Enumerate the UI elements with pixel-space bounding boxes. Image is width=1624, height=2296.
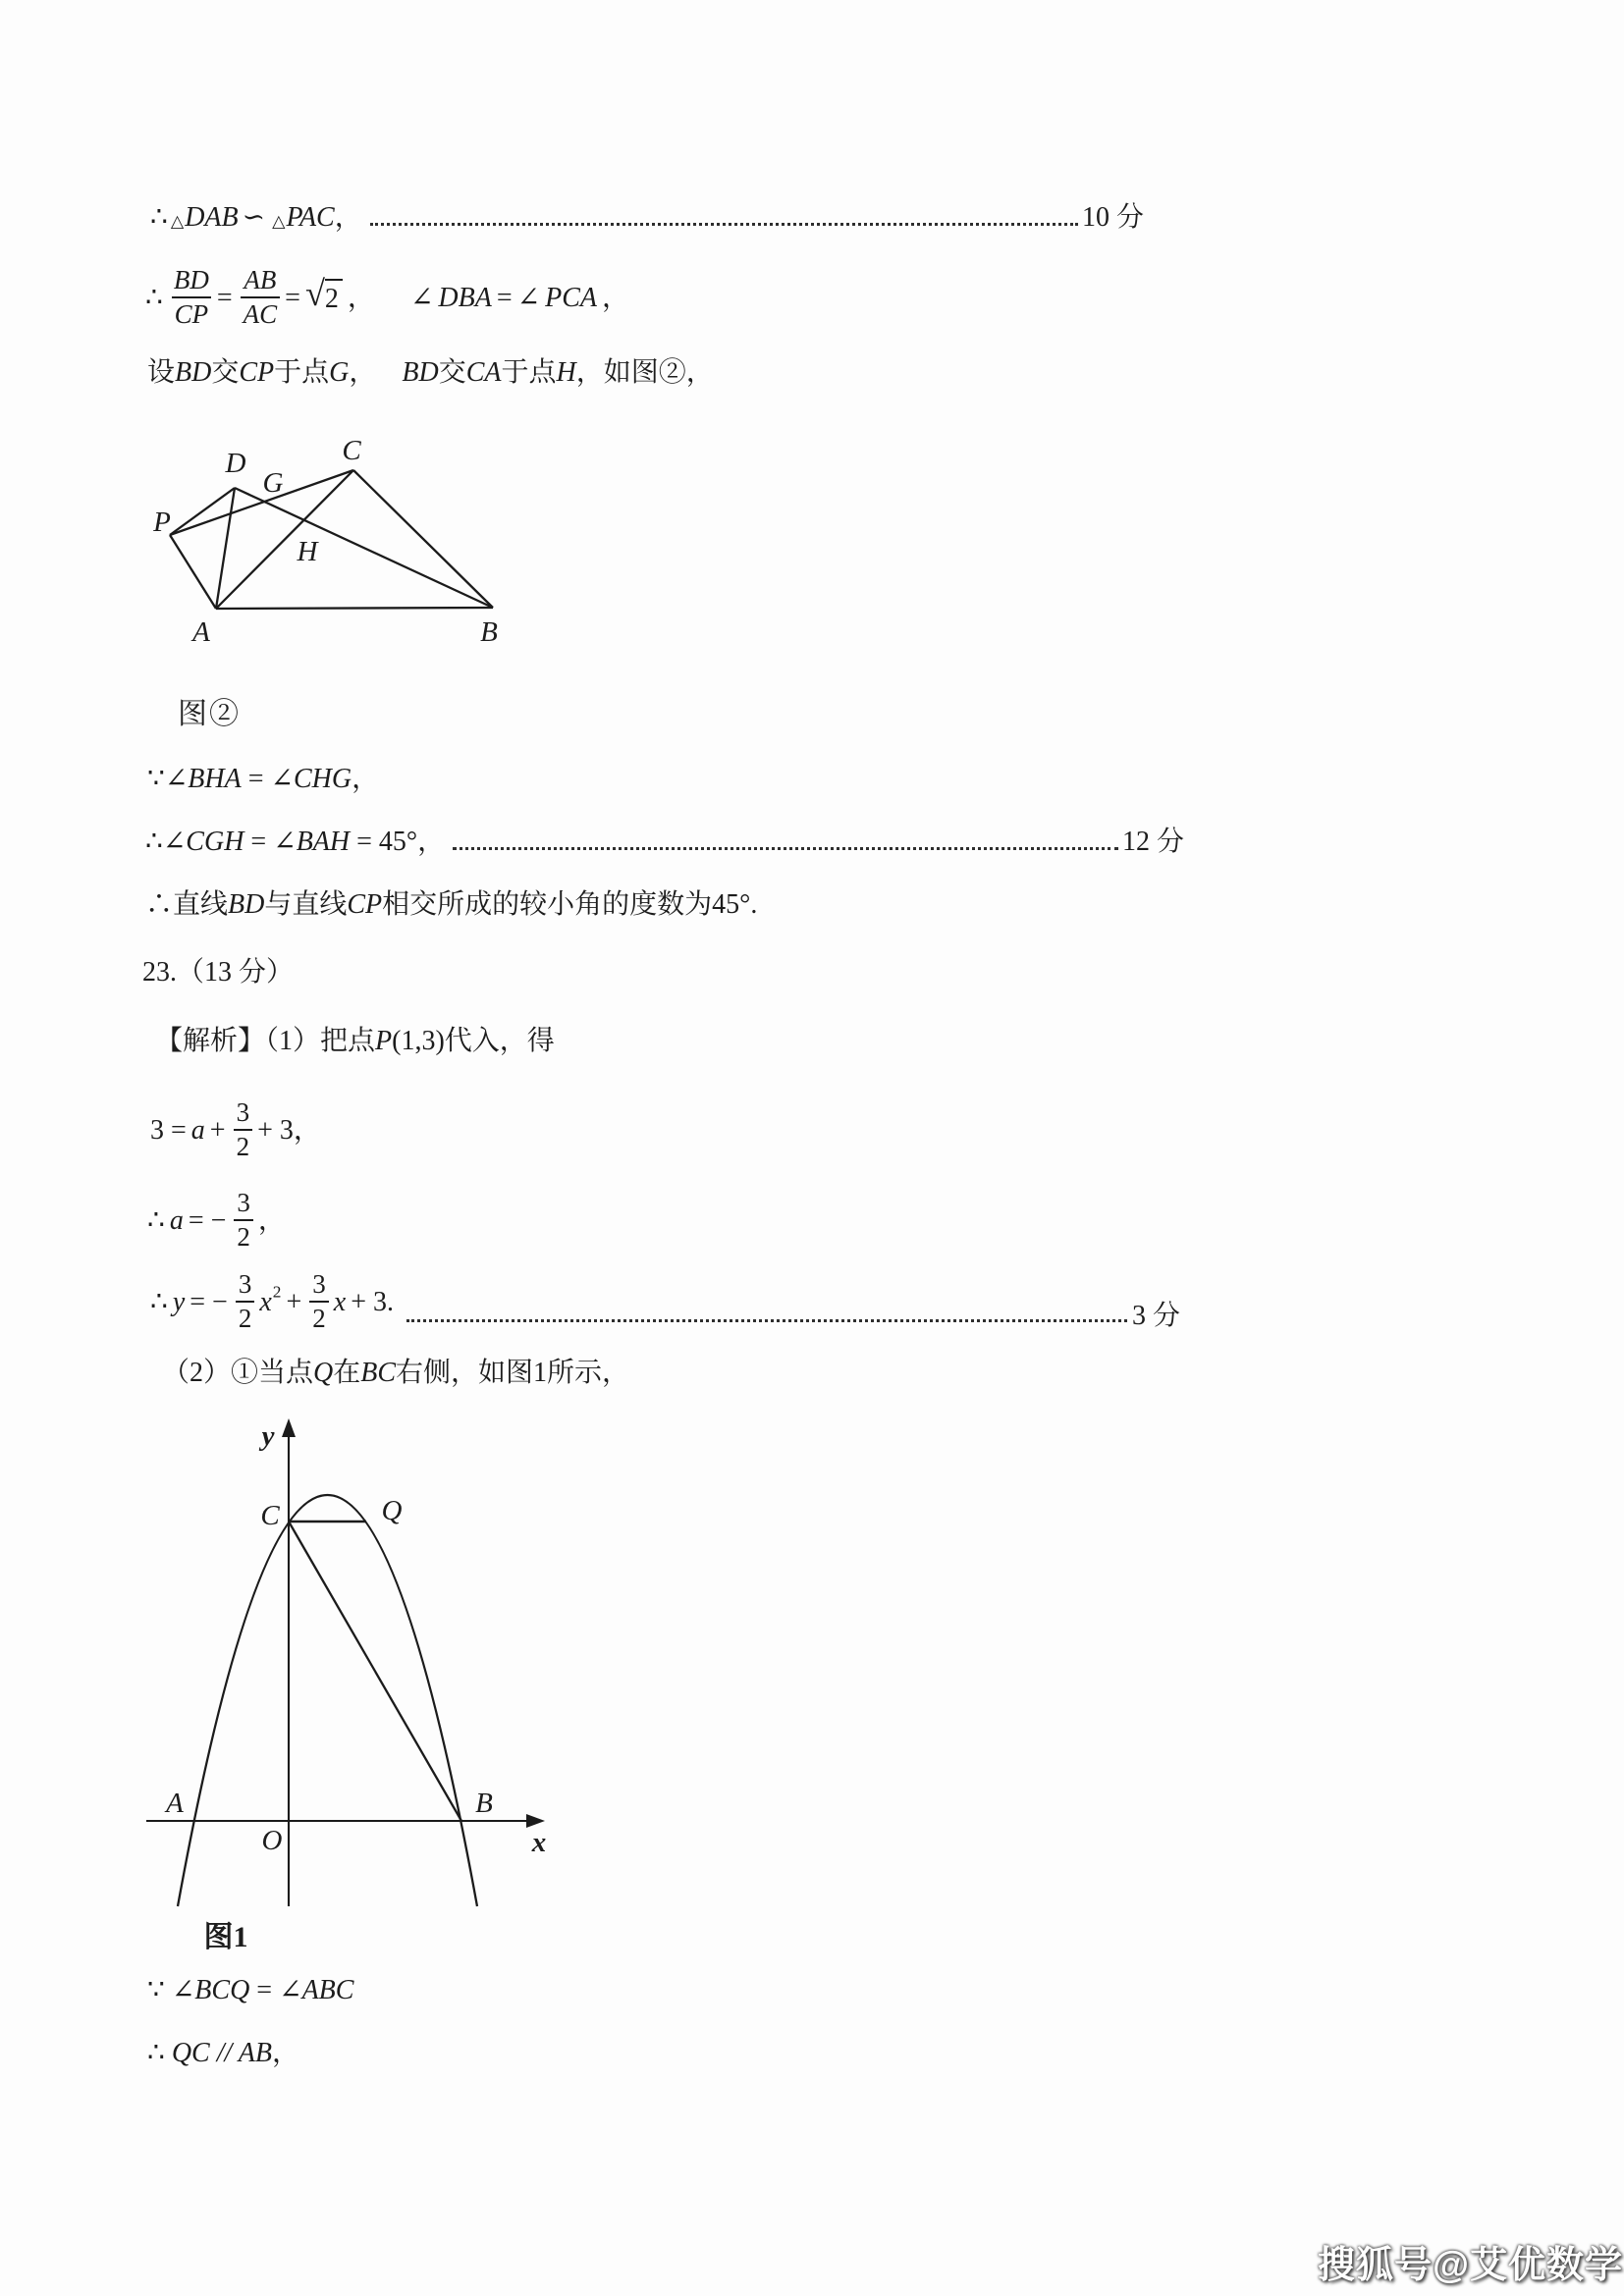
angle-symbol: ∠ — [164, 764, 189, 794]
label-D: D — [225, 448, 246, 479]
dotted-leader — [406, 1319, 1127, 1322]
therefore-symbol: ∴ — [150, 202, 168, 233]
line-analysis — [155, 1024, 555, 1058]
math-text — [145, 827, 445, 858]
line-construction — [147, 355, 714, 390]
angle-symbol: ∠ — [516, 282, 541, 313]
score-label: 3 分 — [1131, 1300, 1180, 1331]
line-similar-triangles — [150, 202, 1144, 234]
numerator: 3 — [312, 1269, 326, 1299]
numerator: AB — [244, 265, 277, 294]
line-parallel — [147, 2036, 299, 2070]
line-name: CP — [347, 889, 383, 920]
label-x-axis: x — [531, 1827, 547, 1858]
label-C: C — [260, 1500, 280, 1531]
figure-1-caption: 图1 — [203, 1921, 248, 1953]
denominator: AC — [241, 296, 281, 328]
segment-PD — [170, 488, 235, 535]
segment-name: BC — [360, 1358, 397, 1388]
label-B: B — [475, 1788, 493, 1819]
label-G: G — [262, 467, 284, 499]
therefore-symbol: ∴ — [145, 827, 163, 857]
coordinates: (1,3) — [392, 1026, 445, 1056]
angle-name: CHG — [294, 764, 352, 794]
parabola-figure-1 — [98, 1414, 560, 1917]
equals: = — [241, 764, 271, 794]
line-angle-45 — [145, 827, 1184, 858]
therefore-symbol: ∴ — [147, 1204, 165, 1236]
cn-text: 代入，得 — [444, 1026, 555, 1056]
label-H: H — [297, 536, 318, 567]
comma: ， — [334, 202, 362, 233]
therefore-symbol: ∴ — [150, 1286, 168, 1317]
numerator: 3 — [236, 1097, 250, 1127]
angle-symbol: ∠ — [162, 827, 187, 857]
numerator: BD — [173, 265, 209, 294]
segment-name: CP — [239, 357, 275, 388]
equals-minus: = − — [189, 1286, 228, 1317]
triangle-name: PAC — [286, 202, 335, 233]
y-axis-arrow — [282, 1418, 296, 1437]
radical-sign: √ — [304, 274, 325, 313]
x-axis-arrow — [526, 1814, 545, 1828]
point-name: H — [556, 357, 576, 388]
angle-name: CGH — [186, 827, 244, 857]
label-origin: O — [261, 1825, 283, 1856]
variable-x: x — [333, 1286, 347, 1317]
triangle-icon: △ — [170, 212, 185, 231]
therefore-symbol: ∴ — [147, 2038, 172, 2068]
because-symbol: ∵ — [147, 1975, 172, 2005]
numerator: 3 — [238, 1269, 252, 1299]
radical-sqrt2 — [304, 274, 343, 316]
plus: + — [209, 1114, 226, 1146]
angle-symbol: ∠ — [270, 764, 294, 794]
label-y-axis: y — [261, 1420, 275, 1452]
line-a-value — [147, 1186, 291, 1255]
dotted-leader — [453, 847, 1118, 850]
segment-name: BD — [402, 357, 439, 388]
variable-x: x — [259, 1286, 272, 1317]
segment-PC — [170, 470, 353, 535]
score-label: 10 分 — [1081, 202, 1144, 233]
line-angle-equality-2 — [147, 1973, 353, 2007]
line-substitution — [150, 1095, 326, 1164]
angle-name: ABC — [301, 1975, 354, 2005]
angle-name: BCQ — [194, 1975, 250, 2005]
similar-symbol: ∽ — [242, 202, 266, 233]
triangle-icon: △ — [272, 212, 286, 231]
watermark: 搜狐号@艾优数学 — [1318, 2245, 1624, 2286]
fraction-3-2 — [234, 1190, 253, 1251]
variable-a: a — [190, 1114, 205, 1146]
segment-name: QC — [171, 2038, 210, 2068]
cn-text: 右侧，如图1所示， — [396, 1358, 630, 1388]
angle-symbol: ∠ — [409, 282, 434, 313]
line-name: BD — [228, 889, 265, 920]
denominator: 2 — [309, 1301, 329, 1332]
cn-text: 设 — [147, 357, 176, 388]
variable-a: a — [169, 1204, 184, 1236]
segment-CB — [289, 1522, 461, 1821]
degree-value: 45° — [378, 827, 418, 857]
figure-lines — [170, 470, 493, 609]
cn-text: ，如图②， — [575, 357, 714, 388]
line-angle-equality-1 — [147, 762, 379, 796]
equals: = — [244, 827, 274, 857]
fraction-3-2 — [236, 1271, 255, 1332]
equals: = — [350, 827, 379, 857]
comma: ， — [602, 282, 630, 313]
segment-AC — [216, 470, 353, 609]
denominator: CP — [172, 296, 212, 328]
segment-name: CA — [465, 357, 502, 388]
cn-text: 交 — [438, 357, 466, 388]
point-name: P — [375, 1026, 393, 1056]
comma: ， — [257, 1204, 286, 1236]
angle-symbol: ∠ — [279, 1975, 302, 2005]
fraction-3-2 — [234, 1099, 253, 1160]
cn-text: 相交所成的较小角的度数为45°. — [382, 889, 758, 920]
segment-name: AB — [238, 2038, 273, 2068]
fraction-bd-cp — [171, 267, 212, 328]
label-B: B — [480, 616, 498, 648]
label-Q: Q — [381, 1495, 403, 1526]
math-text — [150, 202, 362, 234]
segment-AP — [170, 535, 216, 609]
variable-y: y — [172, 1286, 186, 1317]
cn-text: （2）①当点 — [162, 1358, 314, 1388]
denominator: 2 — [234, 1129, 253, 1160]
point-name: G — [329, 357, 350, 388]
cn-text: 于点 — [274, 357, 330, 388]
angle-symbol: ∠ — [273, 827, 297, 857]
denominator: 2 — [234, 1219, 253, 1251]
comma: ， — [349, 357, 377, 388]
angle-name: PCA — [545, 282, 597, 313]
equals: = — [285, 282, 300, 313]
segment-DB — [235, 488, 493, 608]
parabola-diagram — [98, 1414, 560, 1912]
comma: ， — [272, 2038, 300, 2068]
comma: ， — [347, 282, 375, 313]
line-ratio-equation — [145, 267, 634, 328]
numerator: 3 — [237, 1188, 250, 1217]
math-text: + 3， — [257, 1114, 321, 1146]
plus: + — [286, 1286, 302, 1317]
angle-symbol: ∠ — [171, 1975, 195, 2005]
triangle-name: DAB — [185, 202, 239, 233]
triangle-diagram — [118, 424, 540, 665]
fraction-ab-ac — [241, 267, 281, 328]
angle-name: BHA — [188, 764, 242, 794]
figure-2-caption: 图② — [178, 698, 241, 730]
comma: ， — [417, 827, 446, 857]
equals-minus: = − — [188, 1204, 227, 1236]
exponent: 2 — [272, 1282, 282, 1302]
segment-AD — [216, 488, 235, 609]
parallel-symbol: // — [209, 2038, 239, 2068]
equals: = — [249, 1975, 280, 2005]
line-conclusion-angle — [145, 887, 757, 922]
comma: ， — [352, 764, 380, 794]
fraction-3-2 — [309, 1271, 329, 1332]
cn-text: 在 — [333, 1358, 361, 1388]
cn-text: 与直线 — [264, 889, 348, 920]
segment-AB — [216, 608, 493, 609]
geometry-figure-2 — [118, 424, 540, 669]
dotted-leader — [370, 223, 1078, 226]
therefore-symbol: ∴ — [145, 282, 163, 313]
segment-CB — [353, 470, 493, 608]
cn-text: 于点 — [501, 357, 557, 388]
label-P: P — [153, 507, 171, 538]
angle-name: DBA — [438, 282, 492, 313]
angle-name: BAH — [296, 827, 351, 857]
score-label: 12 分 — [1121, 827, 1184, 857]
cn-text: ∴直线 — [145, 889, 229, 920]
label-A: A — [166, 1788, 184, 1819]
segment-name: BD — [175, 357, 212, 388]
label-C: C — [342, 435, 361, 466]
parabola-curve — [178, 1495, 477, 1906]
denominator: 2 — [236, 1301, 255, 1332]
equals: = — [496, 282, 513, 313]
point-name: Q — [313, 1358, 334, 1388]
math-text: + 3. — [351, 1286, 395, 1317]
equals: = — [216, 282, 233, 313]
label-A: A — [192, 616, 210, 648]
because-symbol: ∵ — [147, 764, 165, 794]
line-case-2-1 — [162, 1356, 629, 1390]
problem-number: 23.（13 分） — [142, 957, 295, 988]
math-text: 3 = — [150, 1114, 187, 1146]
cn-text: 【解析】（1）把点 — [155, 1026, 376, 1056]
line-quadratic — [150, 1267, 1185, 1336]
cn-text: 交 — [211, 357, 240, 388]
radicand: 2 — [325, 279, 343, 316]
